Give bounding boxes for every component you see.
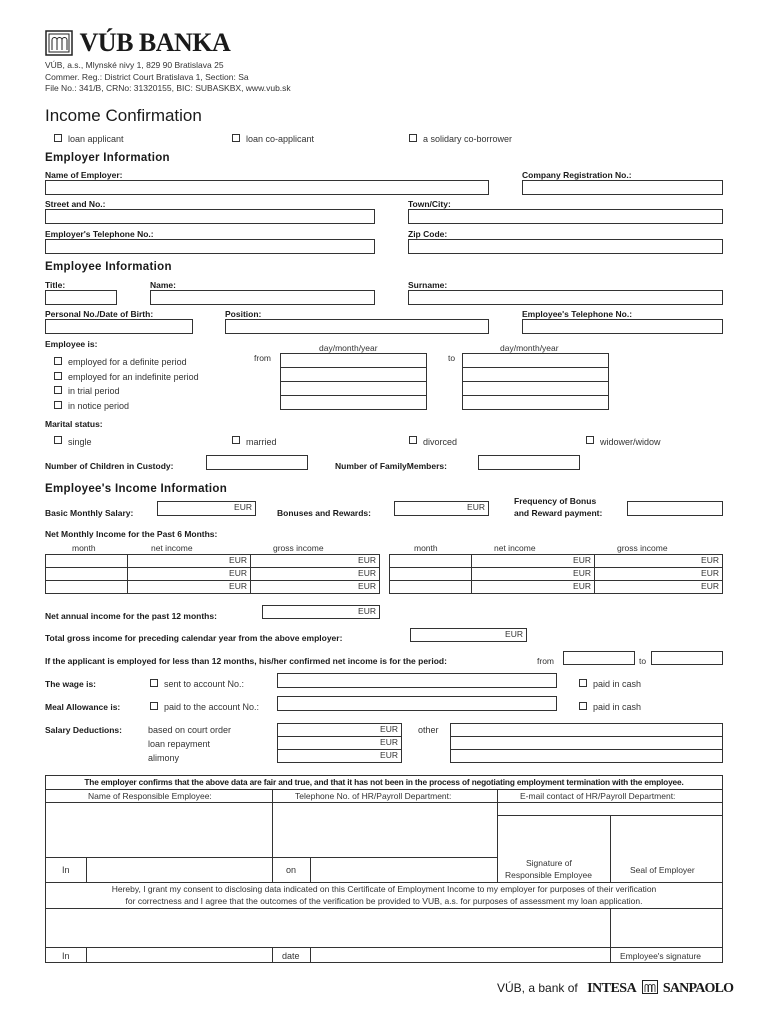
period-to-row-1[interactable]	[462, 353, 609, 368]
town-field[interactable]	[408, 209, 723, 224]
date-format-to: day/month/year	[500, 343, 559, 353]
net-income-cell[interactable]	[471, 580, 595, 594]
frequency-field[interactable]	[627, 501, 723, 516]
employment-option-label: employed for an indefinite period	[68, 372, 199, 382]
in-place-field[interactable]	[87, 858, 272, 882]
applicant-type-label: loan co-applicant	[246, 134, 315, 144]
currency-label: EUR	[234, 502, 252, 512]
net-annual-label: Net annual income for the past 12 months:	[45, 611, 217, 621]
divider	[45, 908, 723, 909]
col-gross-left: gross income	[273, 543, 324, 553]
checkbox-notice-period[interactable]	[54, 401, 62, 409]
deduction-other-field-3[interactable]	[450, 749, 723, 763]
month-cell[interactable]	[45, 554, 128, 568]
currency-label: EUR	[229, 568, 247, 578]
col-month-left: month	[72, 543, 96, 553]
month-cell[interactable]	[45, 567, 128, 581]
month-cell[interactable]	[389, 554, 472, 568]
currency-label: EUR	[380, 750, 398, 760]
consent-place-field[interactable]	[87, 948, 272, 962]
net-income-cell[interactable]	[471, 567, 595, 581]
company-reg-label: Company Registration No.:	[522, 170, 632, 180]
seal-label: Seal of Employer	[630, 865, 695, 875]
deduction-other-field-2[interactable]	[450, 736, 723, 750]
divider	[45, 882, 723, 883]
employer-heading: Employer Information	[45, 152, 170, 164]
currency-label: EUR	[358, 606, 376, 616]
checkbox-widower[interactable]	[586, 436, 594, 444]
employment-option-label: in notice period	[68, 401, 130, 411]
divider	[272, 947, 273, 963]
marital-label: Marital status:	[45, 419, 103, 429]
basic-salary-label: Basic Monthly Salary:	[45, 508, 134, 518]
bank-address-1: VÚB, a.s., Mlynské nivy 1, 829 90 Bratislava 25	[45, 60, 224, 70]
divider	[497, 789, 498, 883]
zip-field[interactable]	[408, 239, 723, 254]
marital-option-label: single	[68, 437, 92, 447]
phone-header: Telephone No. of HR/Payroll Department:	[295, 791, 452, 801]
company-reg-field[interactable]	[522, 180, 723, 195]
period-from-row-3[interactable]	[280, 381, 427, 396]
employee-phone-label: Employee's Telephone No.:	[522, 309, 633, 319]
children-label: Number of Children in Custody:	[45, 461, 174, 471]
gross-income-cell[interactable]	[594, 554, 723, 568]
checkbox-indefinite-period[interactable]	[54, 372, 62, 380]
checkbox-solidary-co-borrower[interactable]	[409, 134, 417, 142]
deduction-alimony-field[interactable]	[277, 749, 402, 763]
signature-label-1: Signature of	[526, 858, 572, 868]
consent-line-2: for correctness and I agree that the outcomes of the verification be provided to VUB, a.s. for purposes of assessment my loan application.	[125, 896, 643, 906]
checkbox-loan-applicant[interactable]	[54, 134, 62, 142]
currency-label: EUR	[229, 581, 247, 591]
sent-account-label: sent to account No.:	[164, 679, 245, 689]
footer	[497, 980, 733, 997]
bank-address-3: File No.: 341/B, CRNo: 31320155, BIC: SUBASKBX, www.vub.sk	[45, 83, 291, 93]
checkbox-wage-cash[interactable]	[579, 679, 587, 687]
divider	[272, 789, 273, 883]
town-label: Town/City:	[408, 199, 451, 209]
currency-label: EUR	[229, 555, 247, 565]
total-gross-field[interactable]	[410, 628, 527, 642]
in-label: In	[62, 865, 70, 875]
applicant-type-label: a solidary co-borrower	[423, 134, 513, 144]
marital-option-label: married	[246, 437, 277, 447]
employer-phone-label: Employer's Telephone No.:	[45, 229, 154, 239]
bonuses-field[interactable]	[394, 501, 489, 516]
divider	[497, 815, 723, 816]
checkbox-sent-account[interactable]	[150, 679, 158, 687]
employee-heading: Employee Information	[45, 261, 172, 273]
marital-option-label: widower/widow	[600, 437, 661, 447]
applicant-type-label: loan applicant	[68, 134, 124, 144]
employer-phone-field[interactable]	[45, 239, 375, 254]
email-header: E-mail contact of HR/Payroll Department:	[520, 791, 676, 801]
currency-label: EUR	[573, 568, 591, 578]
bank-logo	[45, 28, 230, 58]
col-net-right: net income	[494, 543, 536, 553]
currency-label: EUR	[358, 555, 376, 565]
deduction-item-label: loan repayment	[148, 739, 211, 749]
col-gross-right: gross income	[617, 543, 668, 553]
net-annual-field[interactable]	[262, 605, 380, 619]
col-net-left: net income	[151, 543, 193, 553]
month-cell[interactable]	[45, 580, 128, 594]
deduction-other-field-1[interactable]	[450, 723, 723, 737]
gross-income-cell[interactable]	[250, 580, 380, 594]
period-from-row-4[interactable]	[280, 395, 427, 410]
position-field[interactable]	[225, 319, 489, 334]
currency-label: EUR	[380, 737, 398, 747]
street-field[interactable]	[45, 209, 375, 224]
wage-account-field[interactable]	[277, 673, 557, 688]
checkbox-married[interactable]	[232, 436, 240, 444]
surname-field[interactable]	[408, 290, 723, 305]
basic-salary-field[interactable]	[157, 501, 256, 516]
marital-option-label: divorced	[423, 437, 458, 447]
frequency-label-2: and Reward payment:	[514, 508, 603, 518]
name-label: Name:	[150, 280, 176, 290]
month-cell[interactable]	[389, 580, 472, 594]
checkbox-divorced[interactable]	[409, 436, 417, 444]
gross-income-cell[interactable]	[250, 567, 380, 581]
net-income-cell[interactable]	[127, 580, 251, 594]
currency-label: EUR	[573, 555, 591, 565]
confirmation-statement: The employer confirms that the above data are fair and true, and that it has not been in the process of negotiating employment termination with the employee.	[84, 777, 684, 787]
gross-income-cell[interactable]	[250, 554, 380, 568]
position-label: Position:	[225, 309, 262, 319]
zip-label: Zip Code:	[408, 229, 448, 239]
currency-label: EUR	[467, 502, 485, 512]
responsible-header: Name of Responsible Employee:	[88, 791, 212, 801]
net-income-cell[interactable]	[127, 554, 251, 568]
currency-label: EUR	[358, 568, 376, 578]
on-label: on	[286, 865, 297, 875]
divider	[45, 802, 723, 803]
period-from-row-2[interactable]	[280, 367, 427, 382]
gross-income-cell[interactable]	[594, 580, 723, 594]
divider	[610, 908, 611, 963]
deduction-loan-field[interactable]	[277, 736, 402, 750]
other-label: other	[418, 725, 439, 735]
footer-brand-2: SANPAOLO	[662, 981, 734, 996]
on-date-field[interactable]	[311, 858, 496, 882]
bank-name: VÚB BANKA	[79, 28, 231, 57]
currency-label: EUR	[701, 555, 719, 565]
period-to-row-4[interactable]	[462, 395, 609, 410]
period-from-field[interactable]	[563, 651, 635, 665]
title-field[interactable]	[45, 290, 117, 305]
divider	[45, 789, 723, 790]
consent-line-1: Hereby, I grant my consent to disclosing data indicated on this Certificate of Employment Income to my employer for purposes of their verification	[111, 884, 657, 894]
personal-no-label: Personal No./Date of Birth:	[45, 309, 154, 319]
gross-income-cell[interactable]	[594, 567, 723, 581]
period-from-row-1[interactable]	[280, 353, 427, 368]
bank-address-2: Commer. Reg.: District Court Bratislava 1, Section: Sa	[45, 72, 249, 82]
checkbox-trial-period[interactable]	[54, 386, 62, 394]
personal-no-field[interactable]	[45, 319, 193, 334]
meal-label: Meal Allowance is:	[45, 702, 121, 712]
checkbox-meal-account[interactable]	[150, 702, 158, 710]
title-label: Title:	[45, 280, 66, 290]
consent-date-field[interactable]	[311, 948, 610, 962]
employee-is-label: Employee is:	[45, 339, 98, 349]
net-monthly-label: Net Monthly Income for the Past 6 Months:	[45, 529, 218, 539]
net-income-cell[interactable]	[471, 554, 595, 568]
from-label: from	[254, 353, 271, 363]
children-field[interactable]	[206, 455, 308, 470]
bank-logo-icon	[45, 30, 73, 56]
to-label: to	[448, 353, 456, 363]
signature-label-2: Responsible Employee	[505, 870, 592, 880]
employer-name-label: Name of Employer:	[45, 170, 123, 180]
surname-label: Surname:	[408, 280, 448, 290]
month-cell[interactable]	[389, 567, 472, 581]
period-from-label: from	[537, 656, 554, 666]
currency-label: EUR	[358, 581, 376, 591]
street-label: Street and No.:	[45, 199, 106, 209]
in-label-2: In	[62, 951, 70, 961]
intesa-sanpaolo-logo-icon	[642, 980, 658, 994]
less-than-label: If the applicant is employed for less than 12 months, his/her confirmed net income is for the period:	[45, 656, 447, 666]
period-to-row-2[interactable]	[462, 367, 609, 382]
checkbox-single[interactable]	[54, 436, 62, 444]
meal-account-label: paid to the account No.:	[164, 702, 260, 712]
currency-label: EUR	[701, 581, 719, 591]
period-to-field[interactable]	[651, 651, 723, 665]
family-label: Number of FamilyMembers:	[335, 461, 447, 471]
checkbox-definite-period[interactable]	[54, 357, 62, 365]
meal-cash-label: paid in cash	[593, 702, 642, 712]
currency-label: EUR	[505, 629, 523, 639]
income-heading: Employee's Income Information	[45, 483, 228, 495]
date-format-from: day/month/year	[319, 343, 378, 353]
checkbox-loan-co-applicant[interactable]	[232, 134, 240, 142]
currency-label: EUR	[380, 724, 398, 734]
footer-brand-1: INTESA	[587, 981, 637, 996]
name-field[interactable]	[150, 290, 375, 305]
net-income-cell[interactable]	[127, 567, 251, 581]
date-label: date	[282, 951, 300, 961]
period-to-row-3[interactable]	[462, 381, 609, 396]
deduction-court-field[interactable]	[277, 723, 402, 737]
total-gross-label: Total gross income for preceding calendar year from the above employer:	[45, 633, 343, 643]
deduction-item-label: based on court order	[148, 725, 232, 735]
col-month-right: month	[414, 543, 438, 553]
employer-name-field[interactable]	[45, 180, 489, 195]
employment-option-label: in trial period	[68, 386, 120, 396]
employee-signature-label: Employee's signature	[620, 951, 701, 961]
footer-text: VÚB, a bank of	[497, 981, 578, 995]
checkbox-meal-cash[interactable]	[579, 702, 587, 710]
meal-account-field[interactable]	[277, 696, 557, 711]
deductions-label: Salary Deductions:	[45, 725, 122, 735]
wage-label: The wage is:	[45, 679, 97, 689]
wage-cash-label: paid in cash	[593, 679, 642, 689]
divider	[610, 815, 611, 883]
frequency-label-1: Frequency of Bonus	[514, 496, 597, 506]
employment-option-label: employed for a definite period	[68, 357, 187, 367]
deduction-item-label: alimony	[148, 753, 180, 763]
employee-phone-field[interactable]	[522, 319, 723, 334]
currency-label: EUR	[573, 581, 591, 591]
family-field[interactable]	[478, 455, 580, 470]
form-title: Income Confirmation	[45, 106, 202, 125]
currency-label: EUR	[701, 568, 719, 578]
bonuses-label: Bonuses and Rewards:	[277, 508, 371, 518]
period-to-label: to	[639, 656, 647, 666]
